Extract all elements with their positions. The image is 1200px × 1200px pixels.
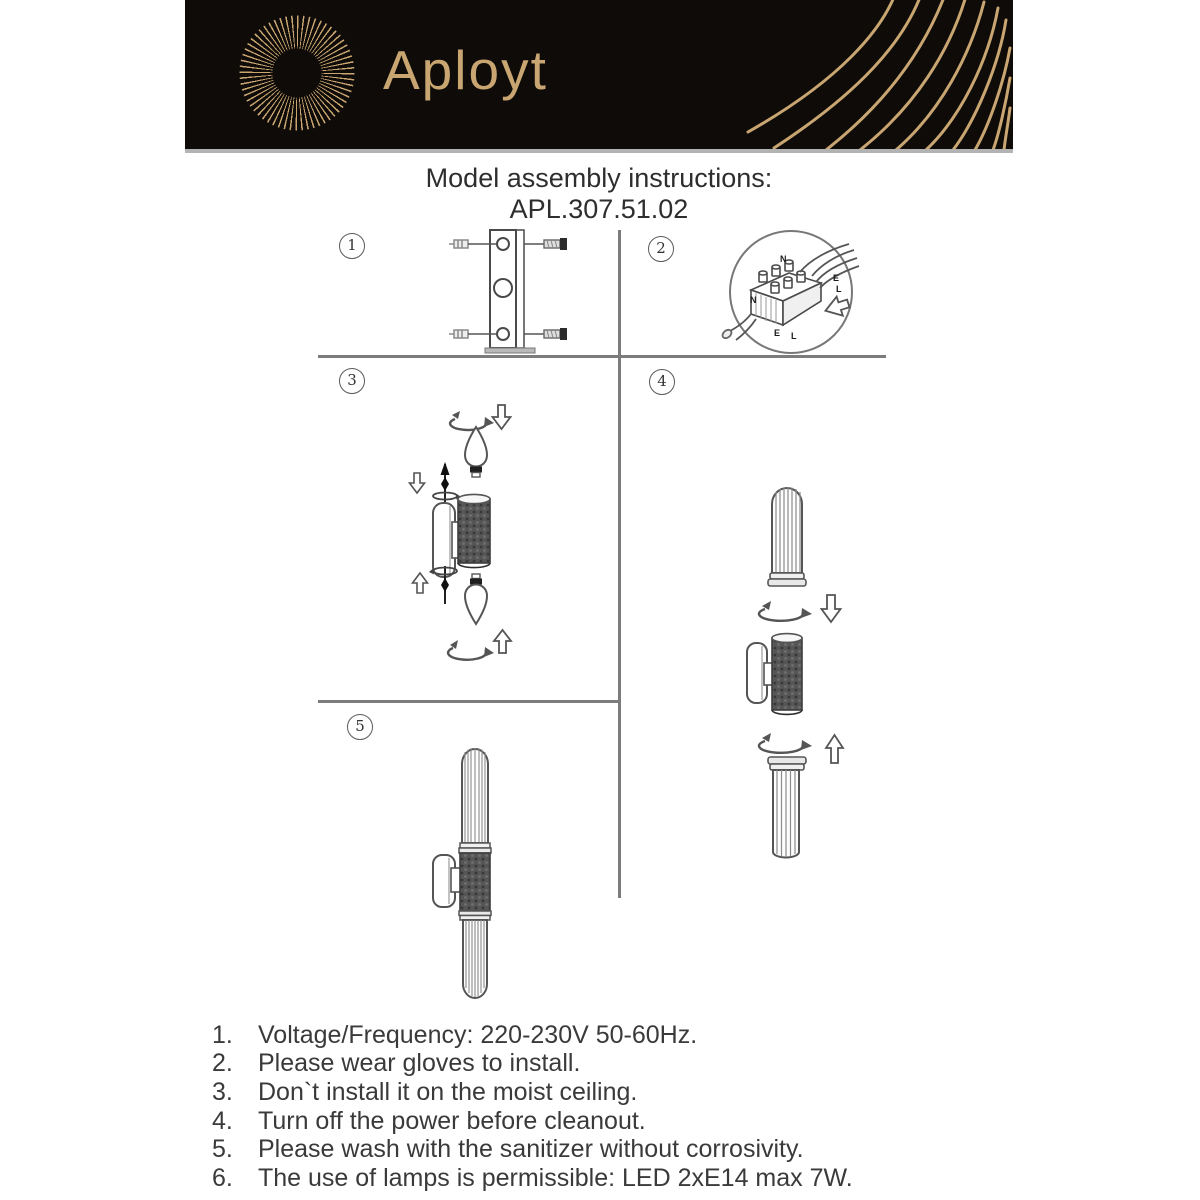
divider-column	[618, 230, 621, 898]
instruction-number: 6.	[212, 1163, 233, 1192]
instruction-number: 2.	[212, 1049, 233, 1078]
screw-icon	[524, 238, 567, 250]
sunburst-logo-icon	[235, 11, 359, 135]
wall-anchor-icon	[449, 240, 496, 248]
instruction-item	[212, 1135, 1022, 1164]
wall-anchor-icon	[449, 330, 496, 338]
instructions-list	[212, 1021, 1022, 1193]
instruction-text: Don`t install it on the moist ceiling.	[258, 1077, 638, 1106]
glass-tube	[459, 748, 491, 853]
instruction-text: Voltage/Frequency: 220-230V 50-60Hz.	[258, 1020, 698, 1049]
step5-assembled-diagram	[418, 738, 510, 1006]
rotate-arrow-icon	[450, 411, 494, 430]
lamp-body	[433, 853, 490, 911]
up-arrow-icon	[494, 630, 511, 653]
glass-tube	[768, 487, 806, 586]
step-2-badge: 2	[648, 236, 674, 262]
step1-bracket-diagram	[438, 224, 610, 360]
instruction-item	[212, 1021, 1022, 1050]
step-3-badge: 3	[339, 368, 365, 394]
lamp-body	[433, 494, 490, 577]
model-number: APL.307.51.02	[509, 194, 689, 224]
page-title: Model assembly instructions:	[425, 163, 773, 193]
instruction-text: Please wear gloves to install.	[258, 1049, 581, 1078]
up-arrow-icon	[826, 735, 843, 763]
brand-banner	[185, 0, 1013, 153]
instruction-text: Turn off the power before cleanout.	[258, 1106, 646, 1135]
wire-label-l2: L	[791, 331, 797, 341]
lamp-body	[747, 634, 802, 715]
instruction-number: 3.	[212, 1077, 233, 1106]
wire-label-n2: N	[750, 295, 757, 305]
decorative-rays-icon	[708, 0, 1013, 149]
down-arrow-icon	[493, 405, 511, 429]
up-arrow-icon	[413, 573, 428, 593]
wire-label-e2: E	[774, 328, 781, 338]
glass-tube	[459, 911, 491, 998]
screw-pin-icon	[433, 462, 461, 502]
screw-icon	[524, 328, 567, 340]
instruction-item	[212, 1078, 1022, 1107]
down-arrow-icon	[822, 595, 841, 622]
instruction-item	[212, 1164, 1022, 1193]
glass-tube	[768, 757, 806, 858]
rotate-arrow-icon	[448, 640, 494, 660]
rotate-arrow-icon	[759, 601, 812, 621]
instruction-number: 5.	[212, 1135, 233, 1164]
step-1-badge: 1	[339, 233, 365, 259]
step-5-badge: 5	[347, 714, 373, 740]
divider-row2	[318, 700, 621, 703]
rotate-arrow-icon	[759, 733, 812, 753]
brand-name: Aployt	[383, 39, 548, 101]
candle-bulb-icon	[465, 574, 487, 624]
instruction-number: 1.	[212, 1020, 233, 1049]
instruction-item	[212, 1050, 1022, 1079]
wire-label-l: L	[836, 284, 842, 294]
step4-tube-diagram	[738, 478, 850, 870]
instruction-number: 4.	[212, 1106, 233, 1135]
instruction-text: The use of lamps is permissible: LED 2xE14 max 7W.	[258, 1163, 853, 1192]
step3-bulb-diagram	[395, 398, 527, 668]
down-arrow-icon	[410, 473, 425, 493]
candle-bulb-icon	[465, 427, 487, 477]
wire-label-e: E	[833, 273, 840, 283]
instruction-item	[212, 1107, 1022, 1136]
wire-label-n: N	[780, 254, 787, 264]
instruction-text: Please wash with the sanitizer without corrosivity.	[258, 1135, 804, 1164]
step-4-badge: 4	[649, 369, 675, 395]
step2-wiring-diagram	[716, 226, 868, 360]
